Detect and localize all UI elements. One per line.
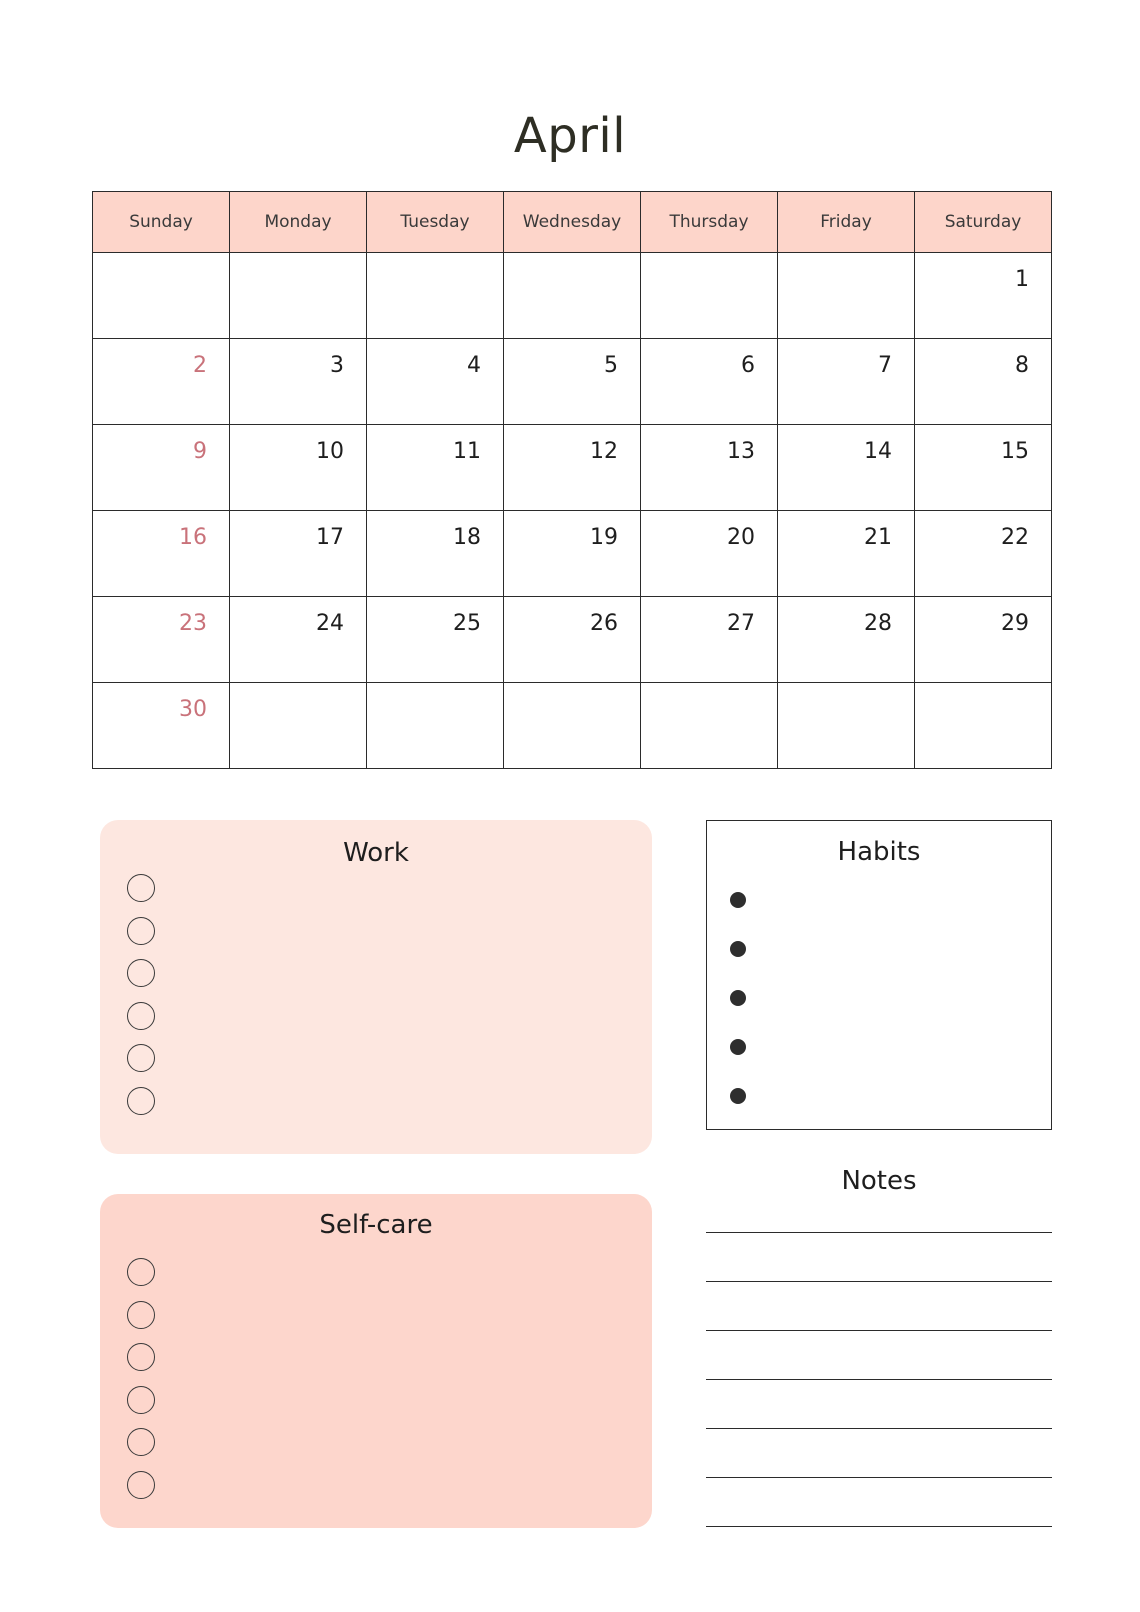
day-cell[interactable] (915, 683, 1052, 769)
selfcare-panel (100, 1194, 652, 1528)
week-row (93, 253, 1052, 339)
day-cell[interactable] (641, 253, 778, 339)
day-cell[interactable]: 9 (93, 425, 230, 511)
checkbox-circle[interactable] (127, 917, 155, 945)
day-cell[interactable]: 30 (93, 683, 230, 769)
day-cell[interactable] (367, 683, 504, 769)
day-cell[interactable]: 17 (230, 511, 367, 597)
checkbox-circle[interactable] (127, 1044, 155, 1072)
note-line[interactable] (706, 1428, 1052, 1429)
week-row (93, 339, 1052, 425)
weekday-thursday: Thursday (641, 192, 778, 253)
day-cell[interactable]: 2 (93, 339, 230, 425)
work-panel (100, 820, 652, 1154)
checkbox-circle[interactable] (127, 959, 155, 987)
checkbox-circle[interactable] (127, 1428, 155, 1456)
day-cell[interactable] (230, 683, 367, 769)
day-cell[interactable]: 13 (641, 425, 778, 511)
day-cell[interactable]: 27 (641, 597, 778, 683)
work-title: Work (343, 838, 409, 868)
checkbox-circle[interactable] (127, 1343, 155, 1371)
day-cell[interactable]: 7 (778, 339, 915, 425)
week-row (93, 597, 1052, 683)
note-line[interactable] (706, 1330, 1052, 1331)
note-line[interactable] (706, 1379, 1052, 1380)
calendar-grid (92, 191, 1052, 769)
habits-list (730, 892, 746, 1137)
day-cell[interactable] (778, 683, 915, 769)
day-cell[interactable]: 6 (641, 339, 778, 425)
day-cell[interactable]: 14 (778, 425, 915, 511)
day-cell[interactable]: 29 (915, 597, 1052, 683)
weekday-monday: Monday (230, 192, 367, 253)
day-cell[interactable] (93, 253, 230, 339)
day-cell[interactable] (778, 253, 915, 339)
checkbox-circle[interactable] (127, 1386, 155, 1414)
day-cell[interactable]: 1 (915, 253, 1052, 339)
checkbox-circle[interactable] (127, 874, 155, 902)
day-cell[interactable]: 26 (504, 597, 641, 683)
day-cell[interactable] (367, 253, 504, 339)
week-row (93, 511, 1052, 597)
day-cell[interactable]: 21 (778, 511, 915, 597)
day-cell[interactable]: 25 (367, 597, 504, 683)
day-cell[interactable]: 8 (915, 339, 1052, 425)
weekday-friday: Friday (778, 192, 915, 253)
note-line[interactable] (706, 1526, 1052, 1527)
day-cell[interactable]: 16 (93, 511, 230, 597)
day-cell[interactable]: 5 (504, 339, 641, 425)
day-cell[interactable]: 28 (778, 597, 915, 683)
habits-title: Habits (837, 837, 921, 867)
selfcare-title: Self-care (319, 1210, 433, 1240)
day-cell[interactable] (504, 253, 641, 339)
day-cell[interactable]: 10 (230, 425, 367, 511)
day-cell[interactable]: 19 (504, 511, 641, 597)
checkbox-circle[interactable] (127, 1301, 155, 1329)
day-cell[interactable]: 3 (230, 339, 367, 425)
work-checklist (127, 874, 155, 1129)
day-cell[interactable]: 15 (915, 425, 1052, 511)
checkbox-circle[interactable] (127, 1258, 155, 1286)
note-line[interactable] (706, 1232, 1052, 1233)
day-cell[interactable] (230, 253, 367, 339)
weekday-tuesday: Tuesday (367, 192, 504, 253)
weekday-saturday: Saturday (915, 192, 1052, 253)
weekday-header-row (93, 192, 1052, 253)
day-cell[interactable] (504, 683, 641, 769)
bullet-dot-icon (730, 1088, 746, 1104)
day-cell[interactable]: 11 (367, 425, 504, 511)
checkbox-circle[interactable] (127, 1087, 155, 1115)
week-row (93, 425, 1052, 511)
bullet-dot-icon (730, 1039, 746, 1055)
checkbox-circle[interactable] (127, 1471, 155, 1499)
bullet-dot-icon (730, 941, 746, 957)
note-line[interactable] (706, 1281, 1052, 1282)
month-title: April (513, 108, 627, 164)
day-cell[interactable]: 18 (367, 511, 504, 597)
day-cell[interactable]: 20 (641, 511, 778, 597)
notes-title: Notes (841, 1166, 917, 1196)
weekday-wednesday: Wednesday (504, 192, 641, 253)
day-cell[interactable]: 4 (367, 339, 504, 425)
day-cell[interactable]: 22 (915, 511, 1052, 597)
habits-panel (706, 820, 1052, 1130)
day-cell[interactable]: 12 (504, 425, 641, 511)
selfcare-checklist (127, 1258, 155, 1513)
weekday-sunday: Sunday (93, 192, 230, 253)
bullet-dot-icon (730, 990, 746, 1006)
bullet-dot-icon (730, 892, 746, 908)
checkbox-circle[interactable] (127, 1002, 155, 1030)
day-cell[interactable] (641, 683, 778, 769)
day-cell[interactable]: 24 (230, 597, 367, 683)
week-row (93, 683, 1052, 769)
note-line[interactable] (706, 1477, 1052, 1478)
day-cell[interactable]: 23 (93, 597, 230, 683)
